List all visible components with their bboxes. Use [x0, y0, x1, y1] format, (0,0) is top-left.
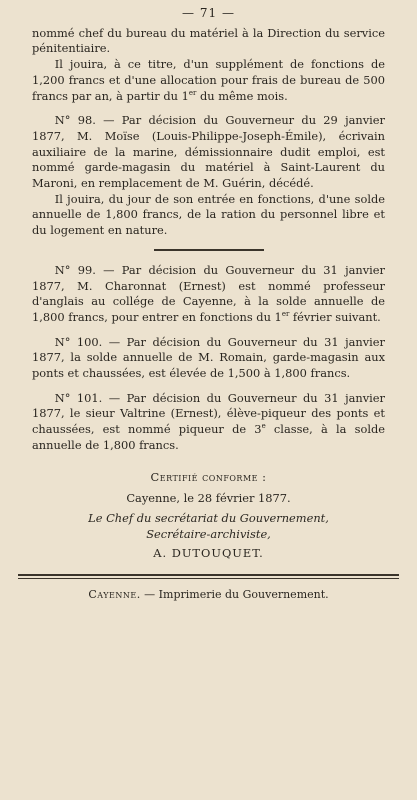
- place-date: Cayenne, le 28 février 1877.: [126, 491, 291, 506]
- certified-label: Certifié conforme :: [150, 469, 267, 484]
- printer-imprint: Cayenne. — Imprimerie du Gouvernement.: [88, 588, 329, 602]
- decision-100: N° 100. — Par décision du Gouverneur du 31 janvier 1877, la solde annuelle de M. Romain, garde-magasin aux ponts et chaussées, est élevée de 1,500 à 1,800 francs.: [32, 334, 385, 381]
- signatory-title-1: Le Chef du secrétariat du Gouvernement,: [88, 510, 329, 525]
- signatory-name: A. DUTOUQUET.: [153, 546, 264, 561]
- decision-98-salary: Il jouira, du jour de son entrée en fonctions, d'une solde annuelle de 1,800 francs, de la ration du personnel libre et du logement en nature.: [32, 191, 385, 238]
- bottom-rule-thin: [18, 578, 399, 579]
- paragraph-top-continuation: nommé chef du bureau du matériel à la Direction du service pénitentiaire.: [32, 25, 385, 56]
- decision-98: N° 98. — Par décision du Gouverneur du 29 janvier 1877, M. Moïse (Louis-Philippe-Joseph-Émile), écrivain auxiliaire de la marine, démissionnaire dudit emploi, est nommé garde-magasin du matériel à Saint-Laurent du Maroni, en remplacement de M. Guérin, décédé.: [32, 113, 385, 191]
- decision-101: N° 101. — Par décision du Gouverneur du 31 janvier 1877, le sieur Valtrine (Ernest), élève-piqueur des ponts et chaussées, est nommé piqueur de 3e classe, à la solde annuelle de 1,800 francs.: [32, 390, 385, 452]
- page-number: — 71 —: [182, 6, 235, 20]
- signatory-title-2: Secrétaire-archiviste,: [146, 526, 271, 541]
- section-divider: [154, 249, 264, 251]
- bottom-rule: [18, 574, 399, 576]
- decision-99: N° 99. — Par décision du Gouverneur du 31 janvier 1877, M. Charonnat (Ernest) est nommé professeur d'anglais au collége de Cayenne, à la solde annuelle de 1,800 francs, pour entrer en fonctions du 1er février suivant.: [32, 262, 385, 324]
- paragraph-top-supplement: Il jouira, à ce titre, d'un supplément de fonctions de 1,200 francs et d'une allocation pour frais de bureau de 500 francs par an, à partir du 1er du même mois.: [32, 57, 385, 103]
